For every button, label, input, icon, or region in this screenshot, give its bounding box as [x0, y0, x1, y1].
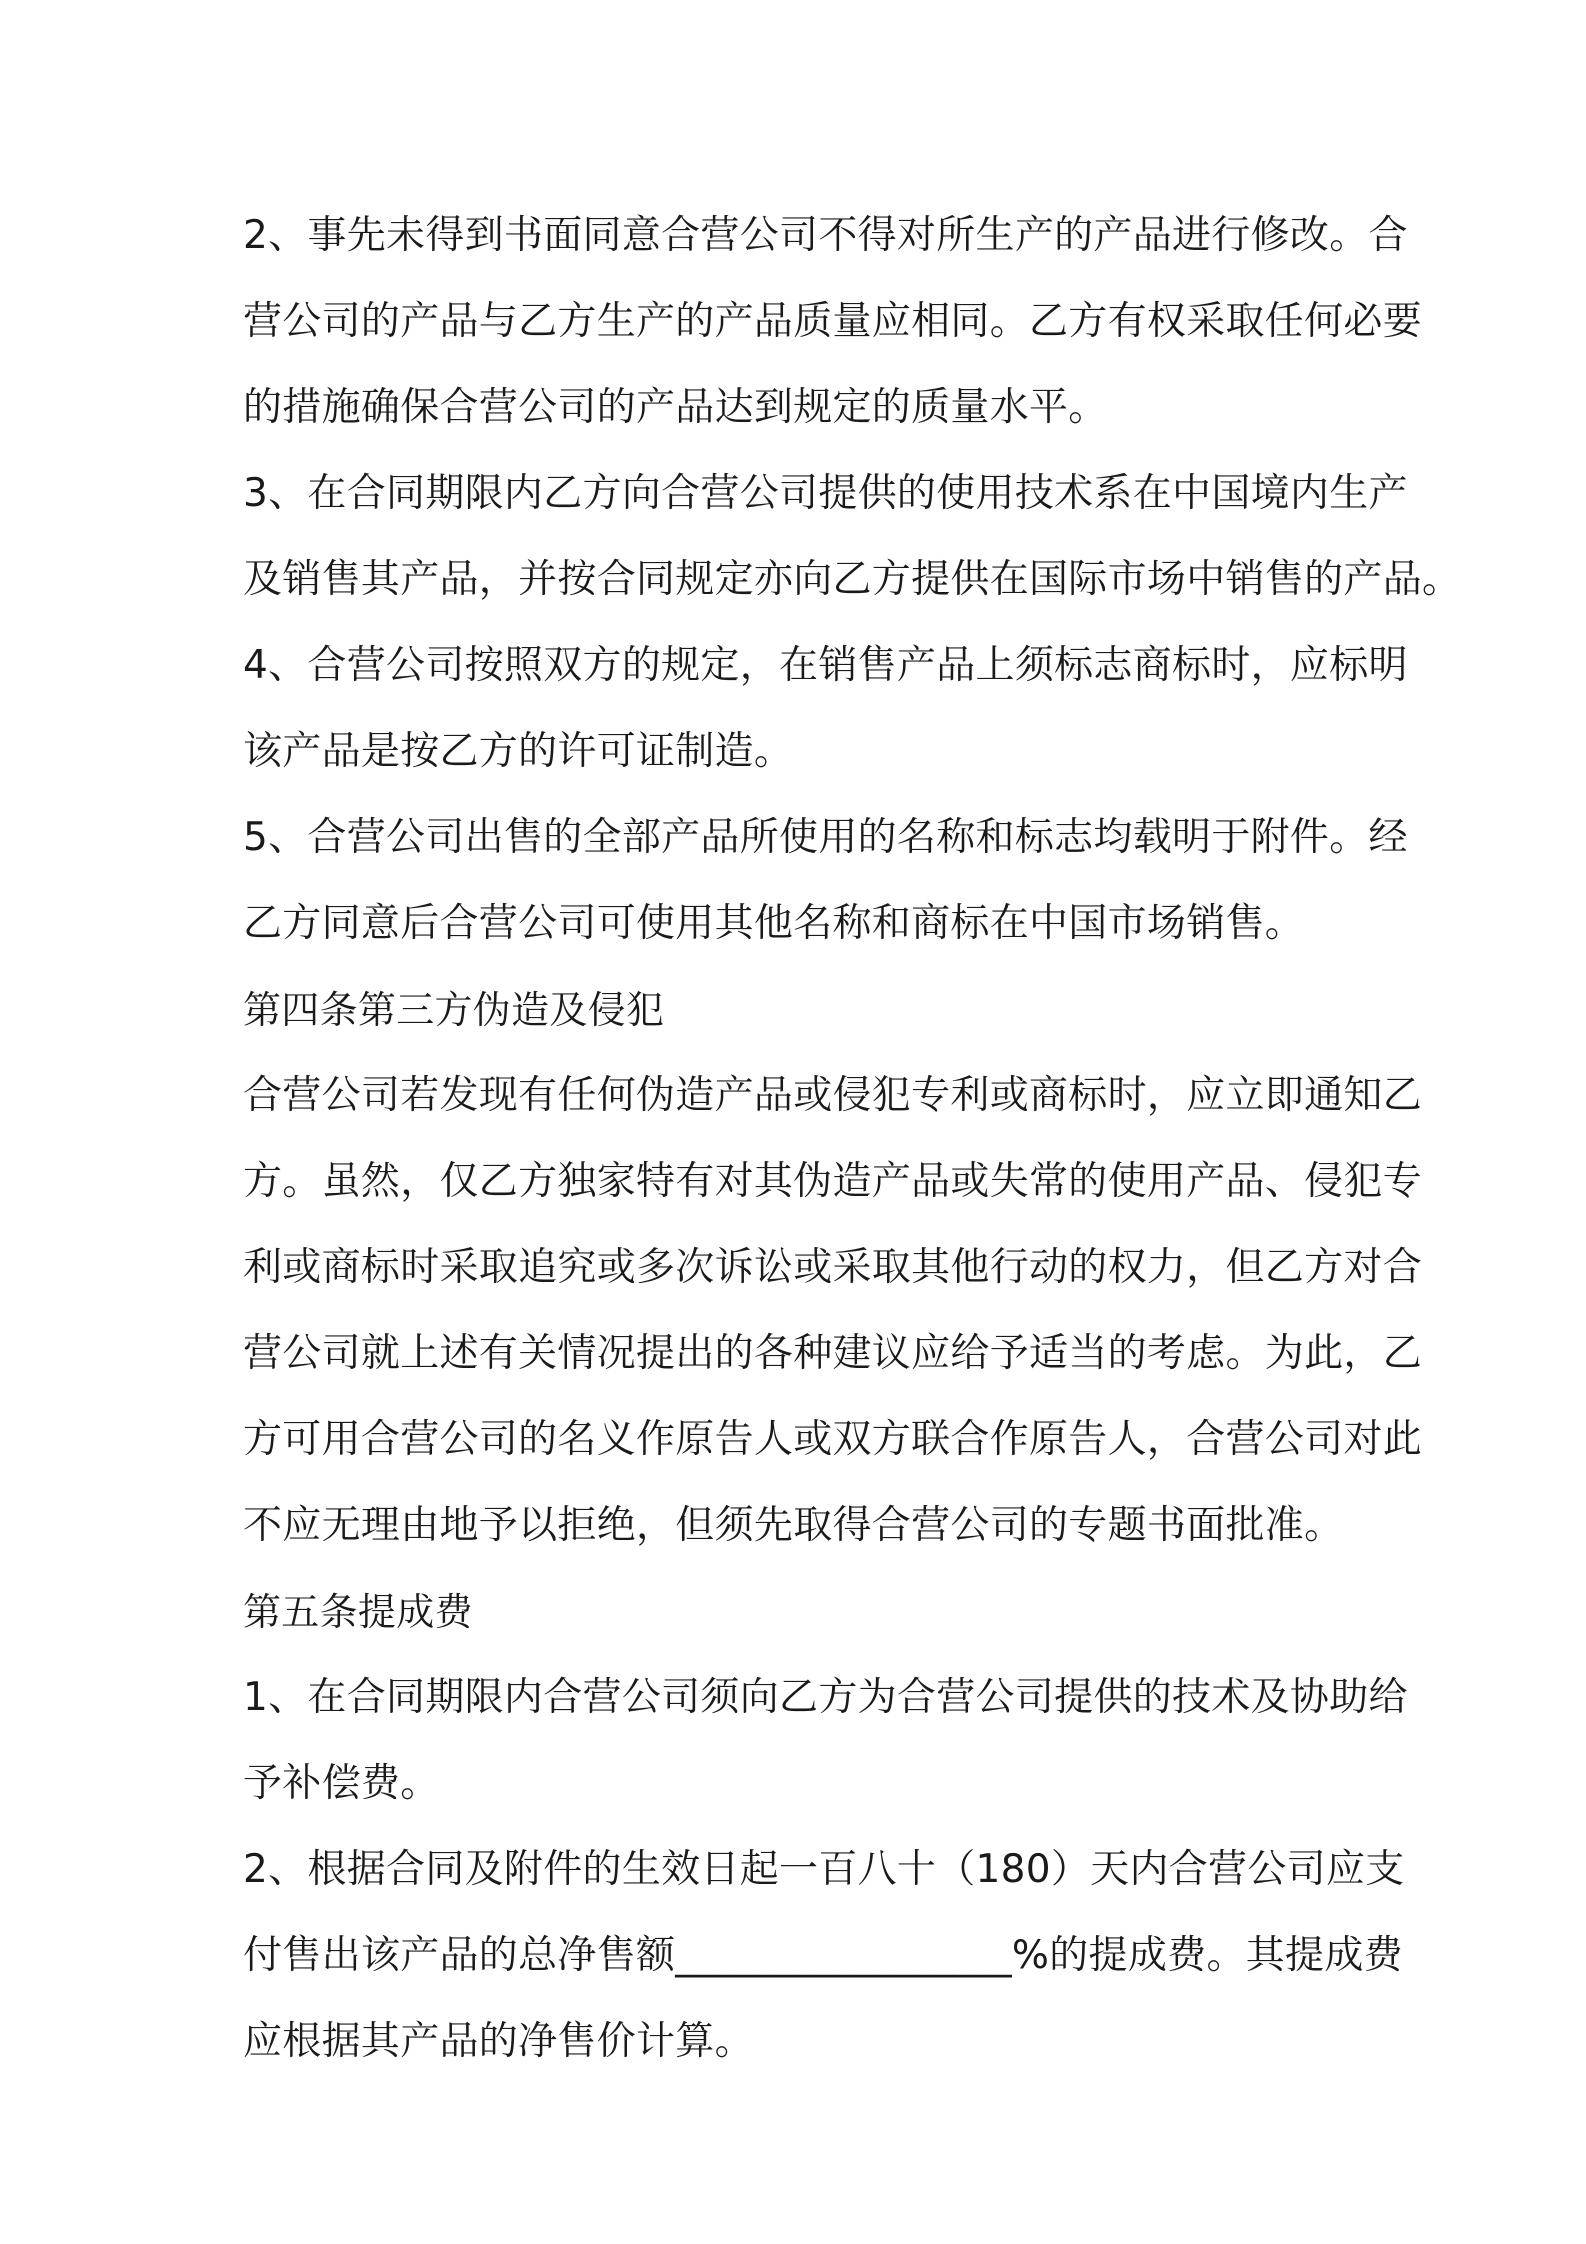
article-4-line-3: 利或商标时采取追究或多次诉讼或采取其他行动的权力，但乙方对合 — [243, 1245, 1423, 1290]
article-4-line-1: 合营公司若发现有任何伪造产品或侵犯专利或商标时，应立即通知乙 — [243, 1073, 1423, 1118]
article-5-clause-1-line-1: 1、在合同期限内合营公司须向乙方为合营公司提供的技术及协助给 — [243, 1675, 1408, 1720]
clause-2-line-3: 的措施确保合营公司的产品达到规定的质量水平。 — [243, 385, 1108, 430]
clause-3-line-1: 3、在合同期限内乙方向合营公司提供的使用技术系在中国境内生产 — [243, 471, 1408, 516]
clause-4-line-2: 该产品是按乙方的许可证制造。 — [243, 729, 794, 774]
clause-3-line-2: 及销售其产品，并按合同规定亦向乙方提供在国际市场中销售的产品。 — [243, 557, 1462, 602]
clause-2-line-2: 营公司的产品与乙方生产的产品质量应相同。乙方有权采取任何必要 — [243, 299, 1423, 344]
article-5-clause-2-line-2: 付售出该产品的总净售额_________________%的提成费。其提成费 — [243, 1933, 1403, 1978]
article-5-clause-2-line-1: 2、根据合同及附件的生效日起一百八十（180）天内合营公司应支 — [243, 1847, 1405, 1892]
document-body — [243, 193, 1462, 2085]
clause-5-line-1: 5、合营公司出售的全部产品所使用的名称和标志均载明于附件。经 — [243, 815, 1408, 860]
article-5-clause-1-line-2: 予补偿费。 — [243, 1761, 440, 1806]
clause-4-line-1: 4、合营公司按照双方的规定，在销售产品上须标志商标时，应标明 — [243, 643, 1408, 688]
article-4-line-2: 方。虽然，仅乙方独家特有对其伪造产品或失常的使用产品、侵犯专 — [243, 1159, 1423, 1204]
article-5-heading: 第五条提成费 — [243, 1590, 473, 1634]
clause-2-line-1: 2、事先未得到书面同意合营公司不得对所生产的产品进行修改。合 — [243, 213, 1408, 258]
article-4-line-4: 营公司就上述有关情况提出的各种建议应给予适当的考虑。为此，乙 — [243, 1331, 1423, 1376]
article-4-line-5: 方可用合营公司的名义作原告人或双方联合作原告人，合营公司对此 — [243, 1417, 1423, 1462]
article-5-clause-2-line-3: 应根据其产品的净售价计算。 — [243, 2019, 754, 2064]
clause-5-line-2: 乙方同意后合营公司可使用其他名称和商标在中国市场销售。 — [243, 901, 1305, 946]
article-4-line-6: 不应无理由地予以拒绝，但须先取得合营公司的专题书面批准。 — [243, 1503, 1344, 1548]
article-4-heading: 第四条第三方伪造及侵犯 — [243, 988, 665, 1032]
